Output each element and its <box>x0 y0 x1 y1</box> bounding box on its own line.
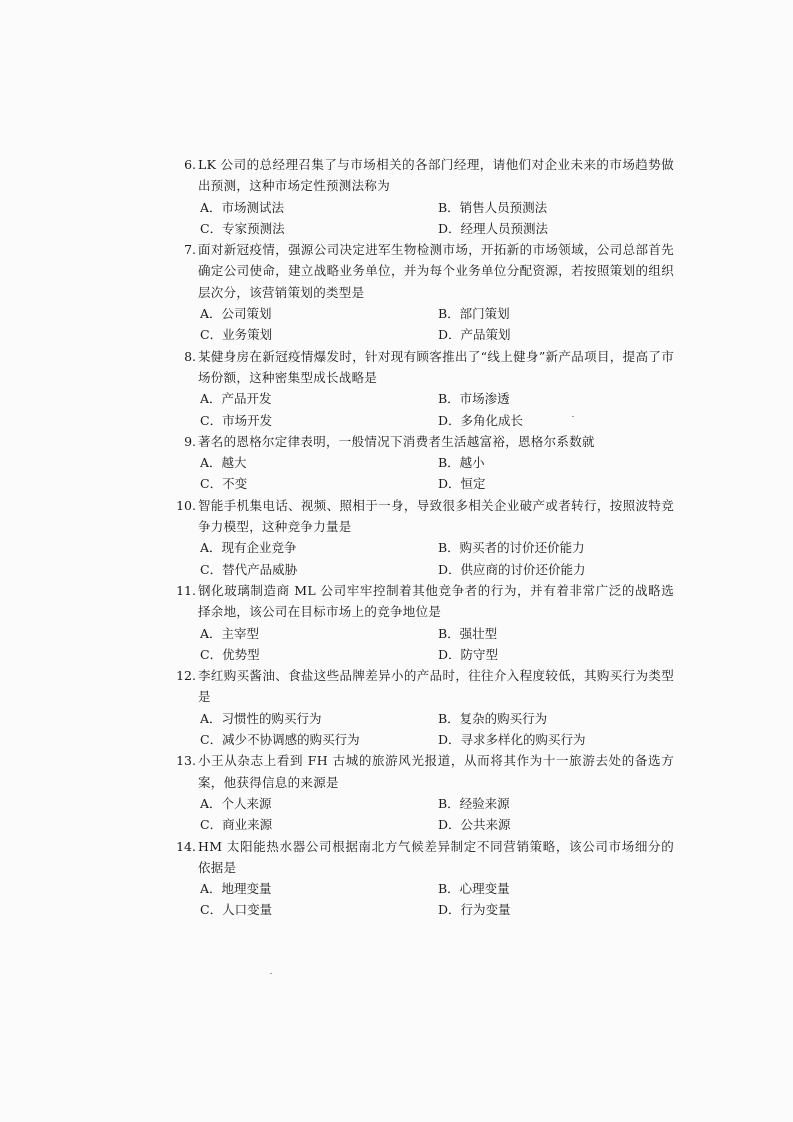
option-a: A．现有企业竞争 <box>200 540 297 556</box>
option-b: B．部门策划 <box>438 306 510 322</box>
option-b: B．购买者的讨价还价能力 <box>438 540 585 556</box>
option-b: B．经验来源 <box>438 795 510 811</box>
option-a: A．个人来源 <box>200 795 272 811</box>
question-6 <box>174 154 674 239</box>
question-stem <box>174 431 674 452</box>
question-stem <box>174 495 674 538</box>
question-13 <box>174 750 674 835</box>
option-c: C．市场开发 <box>200 412 273 428</box>
option-grid <box>174 793 674 836</box>
question-text: 李红购买酱油、食盐这些品牌差异小的产品时，往往介入程度较低，其购买行为类型是 <box>198 668 674 705</box>
option-a: A．市场测试法 <box>200 199 285 215</box>
question-text: 钢化玻璃制造商 ML 公司牢牢控制着其他竞争者的行为，并有着非常广泛的战略选择余地，该公司在目标市场上的竞争地位是 <box>198 582 674 620</box>
question-number: 9. <box>184 433 196 449</box>
option-d: D．公共来源 <box>438 817 511 833</box>
question-text: 某健身房在新冠疫情爆发时，针对现有顾客推出了“线上健身”新产品项目，提高了市场份额，这种密集型成长战略是 <box>198 348 674 385</box>
question-stem <box>174 665 674 708</box>
option-grid <box>174 388 674 431</box>
question-text: 面对新冠疫情，强源公司决定进军生物检测市场，开拓新的市场领域，公司总部首先确定公司使命，建立战略业务单位，并为每个业务单位分配资源，若按照策划的组织层次分，该营销策划的类型是 <box>198 242 674 300</box>
option-d: D．寻求多样化的购买行为 <box>438 732 586 748</box>
option-grid <box>174 303 674 346</box>
option-b: B．销售人员预测法 <box>438 199 548 215</box>
question-7 <box>174 239 674 345</box>
question-list <box>174 154 674 921</box>
question-9 <box>174 431 674 495</box>
option-b: B．复杂的购买行为 <box>438 710 548 726</box>
question-stem <box>174 239 674 303</box>
option-c: C．优势型 <box>200 646 260 662</box>
question-number: 8. <box>184 348 196 364</box>
option-grid <box>174 708 674 751</box>
question-number: 12. <box>176 668 196 684</box>
option-grid <box>174 878 674 921</box>
option-d: D．行为变量 <box>438 902 511 918</box>
question-number: 10. <box>176 497 196 513</box>
option-a: A．越大 <box>200 455 247 471</box>
option-d: D．供应商的讨价还价能力 <box>438 561 586 577</box>
question-text: 小王从杂志上看到 FH 古城的旅游风光报道，从而将其作为十一旅游去处的备选方案，他获得信息的来源是 <box>198 753 674 790</box>
question-text: HM 太阳能热水器公司根据南北方气候差异制定不同营销策略，该公司市场细分的依据是 <box>198 838 674 875</box>
question-stem <box>174 836 674 879</box>
option-b: B．越小 <box>438 455 485 471</box>
question-14 <box>174 836 674 921</box>
option-c: C．专家预测法 <box>200 220 285 236</box>
question-11 <box>174 580 674 665</box>
question-number: 13. <box>176 753 196 769</box>
question-number: 7. <box>184 242 196 258</box>
question-number: 14. <box>176 838 196 854</box>
question-number: 11. <box>176 582 196 598</box>
option-a: A．公司策划 <box>200 306 272 322</box>
question-text: LK 公司的总经理召集了与市场相关的各部门经理，请他们对企业未来的市场趋势做出预测，这种市场定性预测法称为 <box>198 157 674 194</box>
question-stem <box>174 154 674 197</box>
option-a: A．地理变量 <box>200 881 272 897</box>
question-text: 著名的恩格尔定律表明，一般情况下消费者生活越富裕，恩格尔系数就 <box>198 433 595 449</box>
option-a: A．主宰型 <box>200 625 260 641</box>
option-c: C．替代产品威胁 <box>200 561 298 577</box>
question-stem <box>174 346 674 389</box>
option-b: B．心理变量 <box>438 881 510 897</box>
question-stem <box>174 580 674 623</box>
question-10 <box>174 495 674 580</box>
option-grid <box>174 537 674 580</box>
option-grid <box>174 452 674 495</box>
option-c: C．减少不协调感的购买行为 <box>200 732 360 748</box>
question-number: 6. <box>184 157 196 172</box>
option-d: D．多角化成长 <box>438 412 524 428</box>
option-a: A．习惯性的购买行为 <box>200 710 322 726</box>
option-c: C．人口变量 <box>200 902 273 918</box>
option-b: B．强壮型 <box>438 625 498 641</box>
option-d: D．产品策划 <box>438 327 511 343</box>
option-d: D．经理人员预测法 <box>438 220 549 236</box>
question-stem <box>174 750 674 793</box>
option-d: D．防守型 <box>438 646 499 662</box>
option-grid <box>174 197 674 240</box>
option-d: D．恒定 <box>438 476 486 492</box>
question-text: 智能手机集电话、视频、照相于一身，导致很多相关企业破产或者转行，按照波特竞争力模型，这种竞争力量是 <box>198 497 674 535</box>
question-12 <box>174 665 674 750</box>
scan-speck <box>572 416 574 417</box>
option-c: C．业务策划 <box>200 327 273 343</box>
option-grid <box>174 623 674 666</box>
option-c: C．不变 <box>200 476 248 492</box>
question-8 <box>174 346 674 431</box>
option-b: B．市场渗透 <box>438 391 510 407</box>
option-a: A．产品开发 <box>200 391 272 407</box>
option-c: C．商业来源 <box>200 817 273 833</box>
scan-speck <box>270 973 272 974</box>
